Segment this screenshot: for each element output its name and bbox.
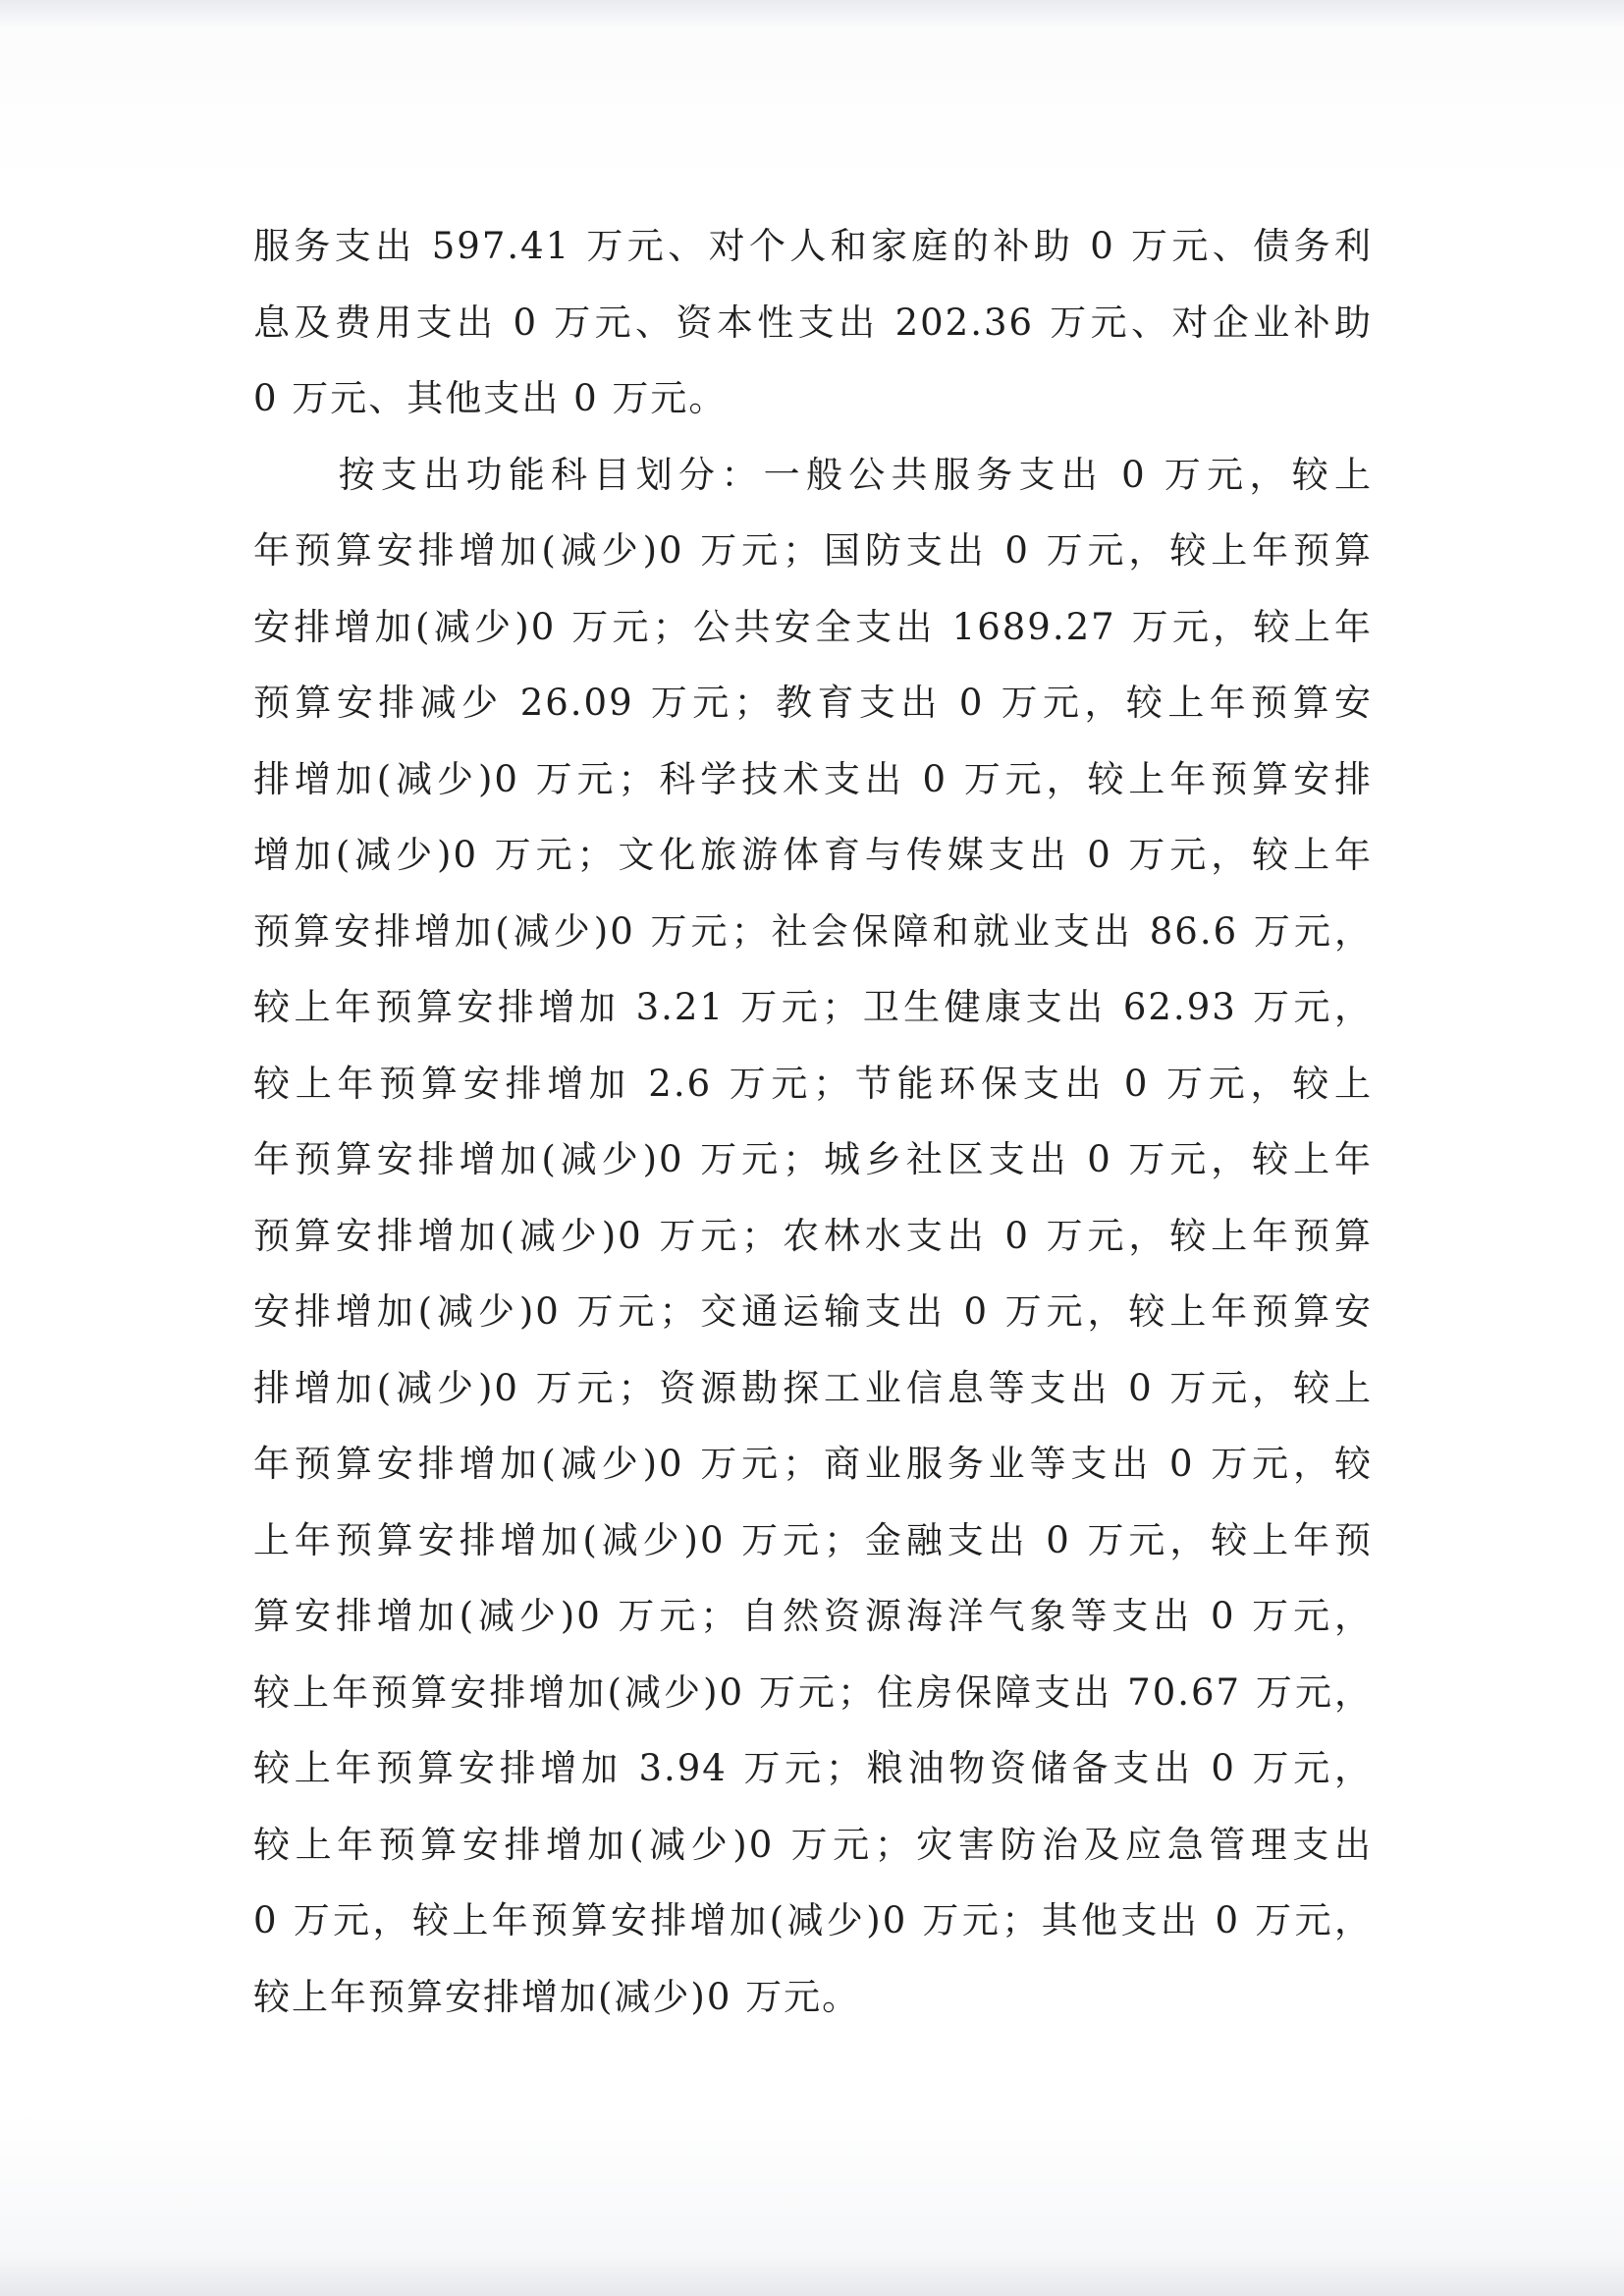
text-line: 年预算安排增加(减少)0 万元；城乡社区支出 0 万元，较上年	[253, 1138, 1373, 1180]
text-line: 预算安排增加(减少)0 万元；社会保障和就业支出 86.6 万元，	[253, 909, 1373, 953]
text-line: 较上年预算安排增加(减少)0 万元。	[253, 1975, 861, 2018]
text-line: 年预算安排增加(减少)0 万元；国防支出 0 万元，较上年预算	[253, 529, 1373, 572]
text-line: 按支出功能科目划分：一般公共服务支出 0 万元，较上	[253, 453, 1373, 496]
text-line: 0 万元、其他支出 0 万元。	[253, 377, 728, 419]
text-line: 年预算安排增加(减少)0 万元；商业服务业等支出 0 万元，较	[253, 1443, 1373, 1485]
text-line: 较上年预算安排增加(减少)0 万元；住房保障支出 70.67 万元，	[253, 1670, 1373, 1714]
text-line: 0 万元，较上年预算安排增加(减少)0 万元；其他支出 0 万元，	[253, 1899, 1373, 1941]
text-line: 上年预算安排增加(减少)0 万元；金融支出 0 万元，较上年预	[253, 1518, 1373, 1561]
body-text	[253, 208, 1373, 2035]
text-line: 息及费用支出 0 万元、资本性支出 202.36 万元、对企业补助	[253, 301, 1373, 344]
text-line: 较上年预算安排增加 2.6 万元；节能环保支出 0 万元，较上	[253, 1062, 1373, 1105]
text-line: 较上年预算安排增加 3.21 万元；卫生健康支出 62.93 万元，	[253, 986, 1373, 1028]
text-line: 安排增加(减少)0 万元；交通运输支出 0 万元，较上年预算安	[253, 1290, 1373, 1333]
text-line: 算安排增加(减少)0 万元；自然资源海洋气象等支出 0 万元，	[253, 1595, 1373, 1637]
text-line: 服务支出 597.41 万元、对个人和家庭的补助 0 万元、债务利	[253, 225, 1373, 267]
text-line: 增加(减少)0 万元；文化旅游体育与传媒支出 0 万元，较上年	[253, 834, 1373, 876]
text-line: 预算安排增加(减少)0 万元；农林水支出 0 万元，较上年预算	[253, 1214, 1373, 1257]
text-line: 较上年预算安排增加 3.94 万元；粮油物资储备支出 0 万元，	[253, 1747, 1373, 1789]
text-line: 安排增加(减少)0 万元；公共安全支出 1689.27 万元，较上年	[253, 605, 1373, 648]
scan-shadow-bottom	[0, 2257, 1624, 2296]
scan-shadow-top	[0, 0, 1624, 27]
text-line: 排增加(减少)0 万元；资源勘探工业信息等支出 0 万元，较上	[253, 1366, 1373, 1409]
text-line: 较上年预算安排增加(减少)0 万元；灾害防治及应急管理支出	[253, 1823, 1373, 1866]
text-line: 排增加(减少)0 万元；科学技术支出 0 万元，较上年预算安排	[253, 757, 1373, 800]
text-line: 预算安排减少 26.09 万元；教育支出 0 万元，较上年预算安	[253, 682, 1373, 724]
